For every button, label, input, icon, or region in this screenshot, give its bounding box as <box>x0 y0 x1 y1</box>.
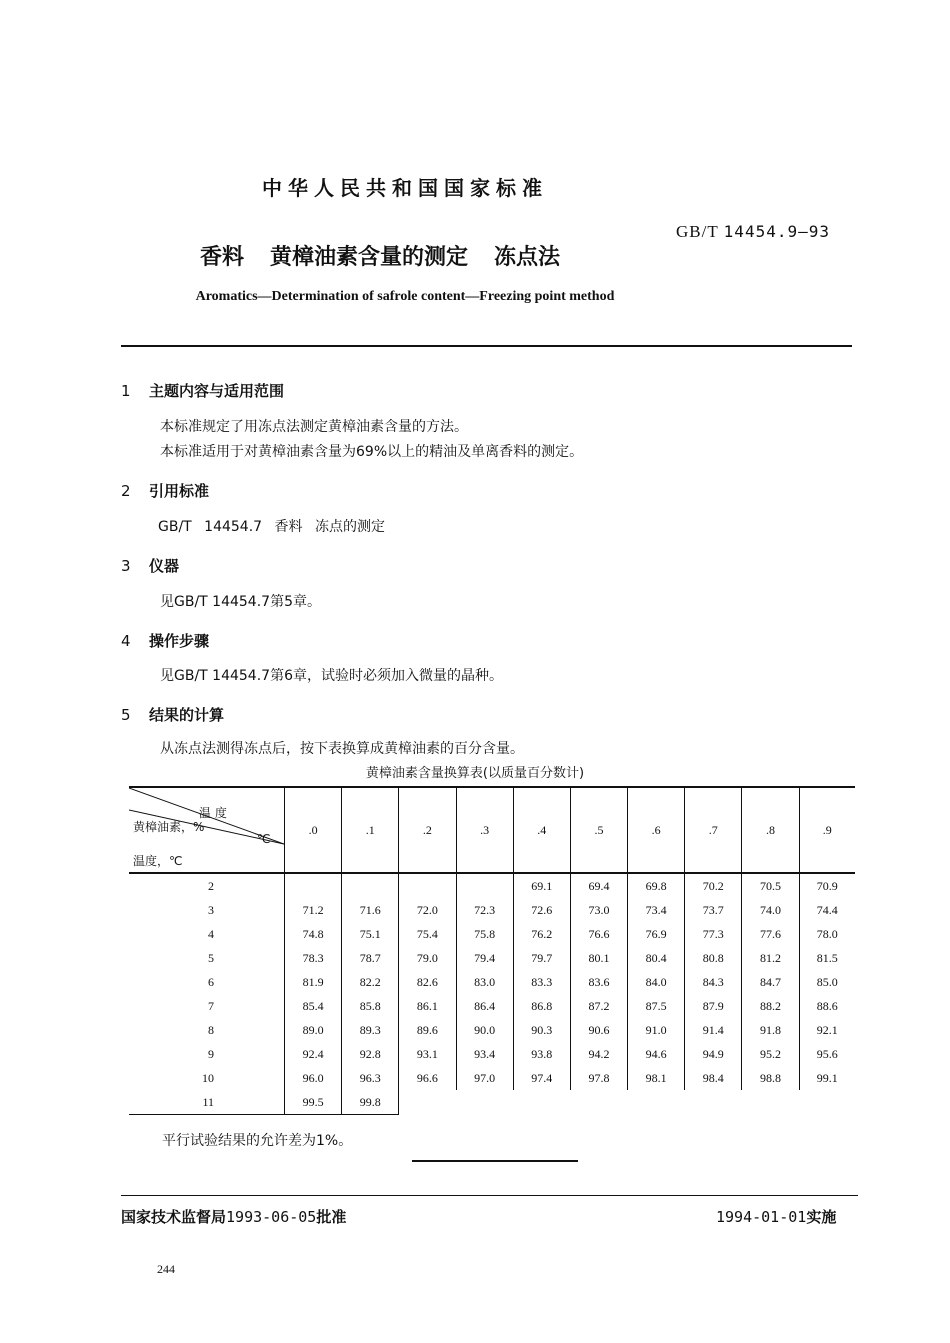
table-cell: 83.0 <box>456 970 513 994</box>
table-cell: 79.0 <box>399 946 456 970</box>
table-cell: 79.7 <box>513 946 570 970</box>
corner-label-content: 黄樟油素，% <box>133 820 205 834</box>
section-3-heading <box>121 555 179 576</box>
table-cell: 98.1 <box>628 1066 685 1090</box>
table-cell: 85.0 <box>799 970 855 994</box>
table-cell: 70.2 <box>685 873 742 898</box>
section-1-para-1: 本标准规定了用冻点法测定黄樟油素含量的方法。 <box>160 419 468 435</box>
title-part-1: 香料 <box>200 245 245 270</box>
table-cell: 87.5 <box>628 994 685 1018</box>
table-cell: 84.3 <box>685 970 742 994</box>
section-number: 1 <box>121 382 131 400</box>
column-header: .6 <box>628 787 685 873</box>
row-temperature: 3 <box>208 902 214 917</box>
table-cell: 94.2 <box>570 1042 627 1066</box>
table-cell: 91.4 <box>685 1018 742 1042</box>
table-row <box>129 1018 855 1042</box>
column-header: .0 <box>285 787 342 873</box>
table-cell: 96.0 <box>285 1066 342 1090</box>
table-cell: 90.6 <box>570 1018 627 1042</box>
tolerance-note: 平行试验结果的允许差为1%。 <box>162 1133 353 1149</box>
section-title: 结果的计算 <box>149 706 225 724</box>
table-cell: 78.0 <box>799 922 855 946</box>
table-corner-cell <box>129 787 285 873</box>
section-number: 2 <box>121 482 131 500</box>
table-cell: 74.4 <box>799 898 855 922</box>
implementation-date: 1994-01-01 <box>716 1208 807 1226</box>
table-cell: 69.4 <box>570 873 627 898</box>
table-cell: 94.9 <box>685 1042 742 1066</box>
column-header: .2 <box>399 787 456 873</box>
table-cell: 96.3 <box>342 1066 399 1090</box>
implementation-line <box>716 1206 836 1227</box>
table-cell: 87.9 <box>685 994 742 1018</box>
table-cell: 69.8 <box>628 873 685 898</box>
title-divider <box>121 345 852 347</box>
standard-prefix: GB/T <box>676 222 719 241</box>
section-5-para-1: 从冻点法测得冻点后，按下表换算成黄樟油素的百分含量。 <box>160 741 524 757</box>
table-cell <box>399 873 456 898</box>
table-cell: 99.5 <box>285 1090 342 1115</box>
table-cell-empty <box>399 1090 456 1115</box>
table-cell: 99.1 <box>799 1066 855 1090</box>
column-header: .3 <box>456 787 513 873</box>
table-cell-empty <box>742 1090 799 1115</box>
table-cell: 81.5 <box>799 946 855 970</box>
table-cell: 84.0 <box>628 970 685 994</box>
table-cell: 76.6 <box>570 922 627 946</box>
corner-label-rowaxis: 温度，℃ <box>133 854 183 868</box>
approval-suffix: 批准 <box>316 1208 347 1226</box>
footer-divider <box>121 1195 858 1196</box>
section-5-heading <box>121 704 224 725</box>
table-row <box>129 946 855 970</box>
table-cell: 92.8 <box>342 1042 399 1066</box>
corner-label-unit: ℃ <box>257 832 271 846</box>
table-cell: 94.6 <box>628 1042 685 1066</box>
row-temperature: 7 <box>208 998 214 1013</box>
conversion-table <box>129 786 855 1115</box>
table-cell: 76.9 <box>628 922 685 946</box>
table-cell: 81.9 <box>285 970 342 994</box>
title-part-3: 冻点法 <box>494 245 561 270</box>
table-cell: 70.5 <box>742 873 799 898</box>
section-4-heading <box>121 630 209 651</box>
section-title: 主题内容与适用范围 <box>149 382 285 400</box>
table-cell: 86.8 <box>513 994 570 1018</box>
table-cell: 87.2 <box>570 994 627 1018</box>
table-row <box>129 1066 855 1090</box>
section-title: 仪器 <box>149 557 180 575</box>
table-header-row <box>129 787 855 873</box>
table-row <box>129 970 855 994</box>
table-cell <box>456 873 513 898</box>
table-cell: 89.3 <box>342 1018 399 1042</box>
section-number: 4 <box>121 632 131 650</box>
table-row <box>129 994 855 1018</box>
table-cell: 90.0 <box>456 1018 513 1042</box>
table-cell: 90.3 <box>513 1018 570 1042</box>
approval-line <box>121 1206 346 1227</box>
table-cell: 77.6 <box>742 922 799 946</box>
table-cell: 80.4 <box>628 946 685 970</box>
conversion-table-body <box>129 873 855 1115</box>
table-cell-empty <box>628 1090 685 1115</box>
table-cell: 75.4 <box>399 922 456 946</box>
table-row <box>129 1090 855 1115</box>
table-cell: 72.3 <box>456 898 513 922</box>
row-temperature: 4 <box>208 926 214 941</box>
table-cell: 83.6 <box>570 970 627 994</box>
table-cell: 71.6 <box>342 898 399 922</box>
column-header: .5 <box>570 787 627 873</box>
row-temperature: 6 <box>208 974 214 989</box>
table-cell: 81.2 <box>742 946 799 970</box>
table-cell-empty <box>570 1090 627 1115</box>
section-3-para-1: 见GB/T 14454.7第5章。 <box>160 594 321 610</box>
table-cell: 95.2 <box>742 1042 799 1066</box>
table-cell <box>285 873 342 898</box>
table-cell: 92.1 <box>799 1018 855 1042</box>
table-cell: 97.4 <box>513 1066 570 1090</box>
table-cell: 71.2 <box>285 898 342 922</box>
row-temperature: 11 <box>129 1090 285 1115</box>
title-english: Aromatics—Determination of safrole content—Freezing point method <box>195 289 615 304</box>
table-cell: 77.3 <box>685 922 742 946</box>
table-cell: 93.4 <box>456 1042 513 1066</box>
page-number: 244 <box>157 1262 175 1276</box>
section-title: 引用标准 <box>149 482 210 500</box>
row-temperature: 5 <box>208 950 214 965</box>
row-temperature: 8 <box>208 1022 214 1037</box>
table-cell <box>342 873 399 898</box>
table-cell: 86.1 <box>399 994 456 1018</box>
row-temperature: 10 <box>202 1070 214 1085</box>
table-cell: 97.0 <box>456 1066 513 1090</box>
table-cell: 97.8 <box>570 1066 627 1090</box>
column-header: .7 <box>685 787 742 873</box>
table-cell: 84.7 <box>742 970 799 994</box>
table-cell-empty <box>513 1090 570 1115</box>
standard-number <box>676 222 830 242</box>
table-cell: 85.4 <box>285 994 342 1018</box>
table-cell: 93.8 <box>513 1042 570 1066</box>
table-cell: 76.2 <box>513 922 570 946</box>
table-cell: 72.6 <box>513 898 570 922</box>
table-cell: 91.8 <box>742 1018 799 1042</box>
standard-org-heading: 中华人民共和国国家标准 <box>262 176 548 200</box>
table-cell: 74.8 <box>285 922 342 946</box>
table-cell-empty <box>685 1090 742 1115</box>
table-cell: 89.6 <box>399 1018 456 1042</box>
table-cell: 75.8 <box>456 922 513 946</box>
table-cell: 96.6 <box>399 1066 456 1090</box>
table-cell: 92.4 <box>285 1042 342 1066</box>
row-temperature: 2 <box>208 878 214 893</box>
title-part-2: 黄樟油素含量的测定 <box>270 245 469 270</box>
column-header: .4 <box>513 787 570 873</box>
table-cell: 72.0 <box>399 898 456 922</box>
table-cell: 91.0 <box>628 1018 685 1042</box>
table-cell: 88.2 <box>742 994 799 1018</box>
table-cell: 82.2 <box>342 970 399 994</box>
table-cell: 85.8 <box>342 994 399 1018</box>
table-cell-empty <box>799 1090 855 1115</box>
table-cell: 73.0 <box>570 898 627 922</box>
end-of-text-rule <box>412 1160 578 1162</box>
title-chinese <box>200 240 586 271</box>
table-row <box>129 922 855 946</box>
implementation-suffix: 实施 <box>806 1208 837 1226</box>
standard-code: 14454.9—93 <box>723 222 830 241</box>
table-row <box>129 898 855 922</box>
table-cell: 80.1 <box>570 946 627 970</box>
table-cell: 80.8 <box>685 946 742 970</box>
table-cell: 78.3 <box>285 946 342 970</box>
table-cell-empty <box>456 1090 513 1115</box>
corner-label-temp: 温 度 <box>199 806 227 820</box>
table-cell: 99.8 <box>342 1090 399 1115</box>
approval-date: 1993-06-05 <box>226 1208 317 1226</box>
table-cell: 86.4 <box>456 994 513 1018</box>
table-cell: 89.0 <box>285 1018 342 1042</box>
table-cell: 83.3 <box>513 970 570 994</box>
table-cell: 88.6 <box>799 994 855 1018</box>
section-2-para-1: GB/T 14454.7 香料 冻点的测定 <box>158 519 385 535</box>
table-row <box>129 873 855 898</box>
table-cell: 95.6 <box>799 1042 855 1066</box>
table-cell: 75.1 <box>342 922 399 946</box>
section-number: 5 <box>121 706 131 724</box>
table-cell: 78.7 <box>342 946 399 970</box>
column-header: .8 <box>742 787 799 873</box>
section-title: 操作步骤 <box>149 632 210 650</box>
table-row <box>129 1042 855 1066</box>
table-cell: 98.8 <box>742 1066 799 1090</box>
table-cell: 69.1 <box>513 873 570 898</box>
table-caption: 黄樟油素含量换算表(以质量百分数计) <box>365 766 585 781</box>
table-cell: 93.1 <box>399 1042 456 1066</box>
approval-org: 国家技术监督局 <box>121 1208 227 1226</box>
table-cell: 74.0 <box>742 898 799 922</box>
table-cell: 70.9 <box>799 873 855 898</box>
section-2-heading <box>121 480 209 501</box>
table-cell: 98.4 <box>685 1066 742 1090</box>
column-header: .9 <box>799 787 855 873</box>
column-header: .1 <box>342 787 399 873</box>
section-number: 3 <box>121 557 131 575</box>
section-1-heading <box>121 380 284 401</box>
section-1-para-2: 本标准适用于对黄樟油素含量为69%以上的精油及单离香料的测定。 <box>160 444 584 460</box>
table-cell: 82.6 <box>399 970 456 994</box>
table-cell: 73.7 <box>685 898 742 922</box>
section-4-para-1: 见GB/T 14454.7第6章，试验时必须加入微量的晶种。 <box>160 668 503 684</box>
table-cell: 73.4 <box>628 898 685 922</box>
table-cell: 79.4 <box>456 946 513 970</box>
row-temperature: 9 <box>208 1046 214 1061</box>
